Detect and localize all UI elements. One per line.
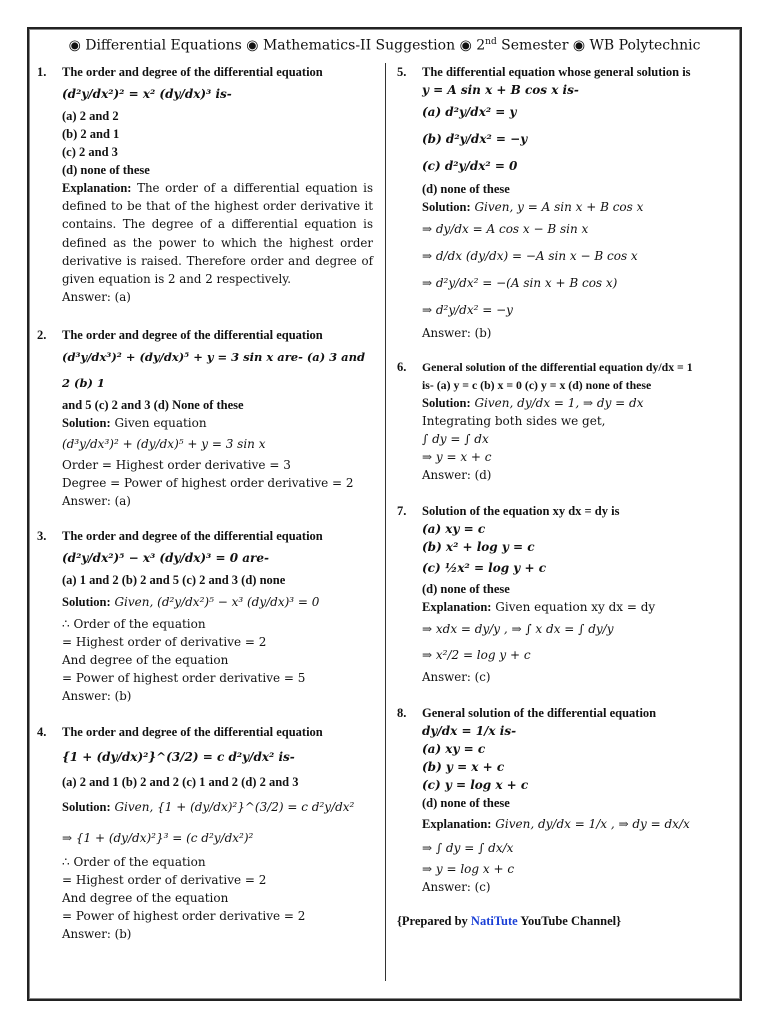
explanation-text: The order of a differential equation is defined to be that of the highest order derivative it contains. The degree of a differential equation is defined as the power to which the highest order derivative is raised. Therefore order and degree of given equation is 2 and 2 respectively. xyxy=(62,181,373,287)
option-a: (a) d²y/dx² = y xyxy=(422,105,517,119)
solution-line: Degree = Power of highest order derivative = 2 xyxy=(62,476,354,491)
question-stem: The order and degree of the differential equation xyxy=(62,328,323,343)
solution-equation: (d³y/dx³)² + (dy/dx)⁵ + y = 3 sin x xyxy=(62,437,266,452)
page-frame xyxy=(27,27,742,1001)
option-a: (a) 2 and 2 xyxy=(62,109,119,123)
solution-line: ∴ Order of the equation xyxy=(62,617,206,632)
question-7 xyxy=(397,502,727,686)
solution-line: And degree of the equation xyxy=(62,891,229,906)
question-stem: The order and degree of the differential equation xyxy=(62,725,323,740)
question-number: 2. xyxy=(37,328,47,343)
question-5 xyxy=(397,63,727,342)
option-b: (b) 2 and 1 xyxy=(62,127,120,141)
question-equation: (d²y/dx²)⁵ − x³ (dy/dx)³ = 0 are- xyxy=(62,551,269,566)
solution-label: Solution: xyxy=(422,396,471,410)
bullet-icon: ◉ xyxy=(459,37,472,54)
answer: Answer: (c) xyxy=(422,880,491,894)
credit-suffix: YouTube Channel} xyxy=(517,914,622,928)
option-c: (c) 2 and 3 xyxy=(62,145,118,159)
header-sem-suffix: nd xyxy=(485,37,497,47)
solution-line: ⇒ ∫ dy = ∫ dx/x xyxy=(422,841,514,855)
question-equation: (d²y/dx²)² = x² (dy/dx)³ is- xyxy=(62,87,232,101)
question-equation: (d³y/dx³)² + (dy/dx)⁵ + y = 3 sin x are- (a) 3 and 2 (b) 1 xyxy=(62,350,366,391)
explanation xyxy=(62,179,373,288)
question-number: 7. xyxy=(397,504,407,518)
solution-line: = Highest order of derivative = 2 xyxy=(62,873,267,888)
question-number: 5. xyxy=(397,65,407,79)
header-subject: Mathematics-II Suggestion xyxy=(262,37,456,54)
question-stem: Solution of the equation xy dx = dy is xyxy=(422,504,620,518)
solution-equation: ⇒ {1 + (dy/dx)²}³ = (c d²y/dx²)² xyxy=(62,831,254,846)
explanation-label: Explanation: xyxy=(62,181,132,195)
solution-line: And degree of the equation xyxy=(62,653,229,668)
right-column xyxy=(397,63,727,929)
option-b: (b) y = x + c xyxy=(422,760,505,774)
explanation-label: Explanation: xyxy=(422,817,492,831)
answer: Answer: (a) xyxy=(62,494,131,509)
option-b: (b) d²y/dx² = −y xyxy=(422,132,528,146)
solution-line: ⇒ d/dx (dy/dx) = −A sin x − B cos x xyxy=(422,249,638,263)
header-topic: Differential Equations xyxy=(85,37,242,54)
solution-line: ⇒ xdx = dy/y , ⇒ ∫ x dx = ∫ dy/y xyxy=(422,622,614,636)
question-stem: General solution of the differential equation dy/dx = 1 xyxy=(422,360,693,374)
explanation-label: Explanation: xyxy=(422,600,492,614)
option-a: (a) xy = c xyxy=(422,742,486,756)
question-options: and 5 (c) 2 and 3 (d) None of these xyxy=(62,398,244,413)
question-options: is- (a) y = c (b) x = 0 (c) y = x (d) none of these xyxy=(422,378,652,392)
solution-line: ⇒ dy/dx = A cos x − B sin x xyxy=(422,222,589,236)
question-options: (a) 1 and 2 (b) 2 and 5 (c) 2 and 3 (d) none xyxy=(62,573,286,588)
credit-line xyxy=(397,914,727,929)
solution-line: Integrating both sides we get, xyxy=(422,414,606,428)
answer: Answer: (b) xyxy=(62,689,132,704)
option-d: (d) none of these xyxy=(422,182,510,196)
solution-line: ⇒ y = log x + c xyxy=(422,862,515,876)
option-c: (c) d²y/dx² = 0 xyxy=(422,159,518,173)
solution-line: Order = Highest order derivative = 3 xyxy=(62,458,291,473)
channel-link[interactable]: NatiTute xyxy=(470,914,518,928)
solution-line: ⇒ d²y/dx² = −(A sin x + B cos x) xyxy=(422,276,618,290)
answer: Answer: (b) xyxy=(62,927,132,942)
explanation-text: Given, dy/dx = 1/x , ⇒ dy = dx/x xyxy=(495,817,690,831)
question-3 xyxy=(37,527,373,705)
column-divider xyxy=(385,63,386,981)
question-stem: The order and degree of the differential equation xyxy=(62,65,323,79)
question-equation: dy/dx = 1/x is- xyxy=(422,724,517,738)
question-equation: y = A sin x + B cos x is- xyxy=(422,83,579,97)
solution-line: = Highest order of derivative = 2 xyxy=(62,635,267,650)
header-board: WB Polytechnic xyxy=(589,37,701,54)
solution-label: Solution: xyxy=(422,200,471,214)
question-number: 8. xyxy=(397,706,407,720)
option-d: (d) none of these xyxy=(422,582,510,596)
solution-line: = Power of highest order derivative = 2 xyxy=(62,909,306,924)
question-number: 4. xyxy=(37,725,47,740)
solution-text: Given equation xyxy=(114,416,207,431)
solution-text: Given, dy/dx = 1, ⇒ dy = dx xyxy=(474,396,644,410)
explanation-text: Given equation xy dx = dy xyxy=(495,600,656,614)
left-column xyxy=(37,63,373,943)
header-sem: Semester xyxy=(501,37,569,54)
bullet-icon: ◉ xyxy=(68,37,81,54)
solution-line: ⇒ y = x + c xyxy=(422,450,492,464)
answer: Answer: (a) xyxy=(62,290,131,305)
header-sem-num: 2 xyxy=(476,37,486,54)
answer: Answer: (b) xyxy=(422,326,492,340)
question-number: 3. xyxy=(37,529,47,544)
solution-text: Given, (d²y/dx²)⁵ − x³ (dy/dx)³ = 0 xyxy=(114,595,320,610)
solution-label: Solution: xyxy=(62,595,111,610)
question-6 xyxy=(397,358,727,484)
option-d: (d) none of these xyxy=(422,796,510,810)
option-d: (d) none of these xyxy=(62,163,150,177)
solution-label: Solution: xyxy=(62,800,111,815)
solution-line: ⇒ x²/2 = log y + c xyxy=(422,648,531,662)
question-number: 6. xyxy=(397,360,407,374)
question-1 xyxy=(37,63,373,306)
solution-line: ⇒ d²y/dx² = −y xyxy=(422,303,513,317)
question-equation: {1 + (dy/dx)²}^(3/2) = c d²y/dx² is- xyxy=(62,750,295,765)
solution-line: ∴ Order of the equation xyxy=(62,855,206,870)
solution-text: Given, {1 + (dy/dx)²}^(3/2) = c d²y/dx² xyxy=(114,800,355,815)
option-c: (c) y = log x + c xyxy=(422,778,529,792)
credit-prefix: {Prepared by xyxy=(397,914,471,928)
solution-text: Given, y = A sin x + B cos x xyxy=(474,200,644,214)
answer: Answer: (c) xyxy=(422,670,491,684)
question-stem: The differential equation whose general solution is xyxy=(422,65,691,79)
solution-label: Solution: xyxy=(62,416,111,431)
answer: Answer: (d) xyxy=(422,468,492,482)
option-b: (b) x² + log y = c xyxy=(422,540,535,554)
solution-line: ∫ dy = ∫ dx xyxy=(422,432,489,446)
bullet-icon: ◉ xyxy=(246,37,259,54)
question-stem: The order and degree of the differential equation xyxy=(62,529,323,544)
option-a: (a) xy = c xyxy=(422,522,486,536)
page-header xyxy=(29,37,740,54)
bullet-icon: ◉ xyxy=(572,37,586,54)
question-2 xyxy=(37,326,373,510)
question-8 xyxy=(397,704,727,896)
option-c: (c) ½x² = log y + c xyxy=(422,561,546,575)
question-4 xyxy=(37,723,373,943)
question-stem: General solution of the differential equation xyxy=(422,706,657,720)
question-options: (a) 2 and 1 (b) 2 and 2 (c) 1 and 2 (d) 2 and 3 xyxy=(62,775,299,790)
question-number: 1. xyxy=(37,65,47,79)
solution-line: = Power of highest order derivative = 5 xyxy=(62,671,306,686)
